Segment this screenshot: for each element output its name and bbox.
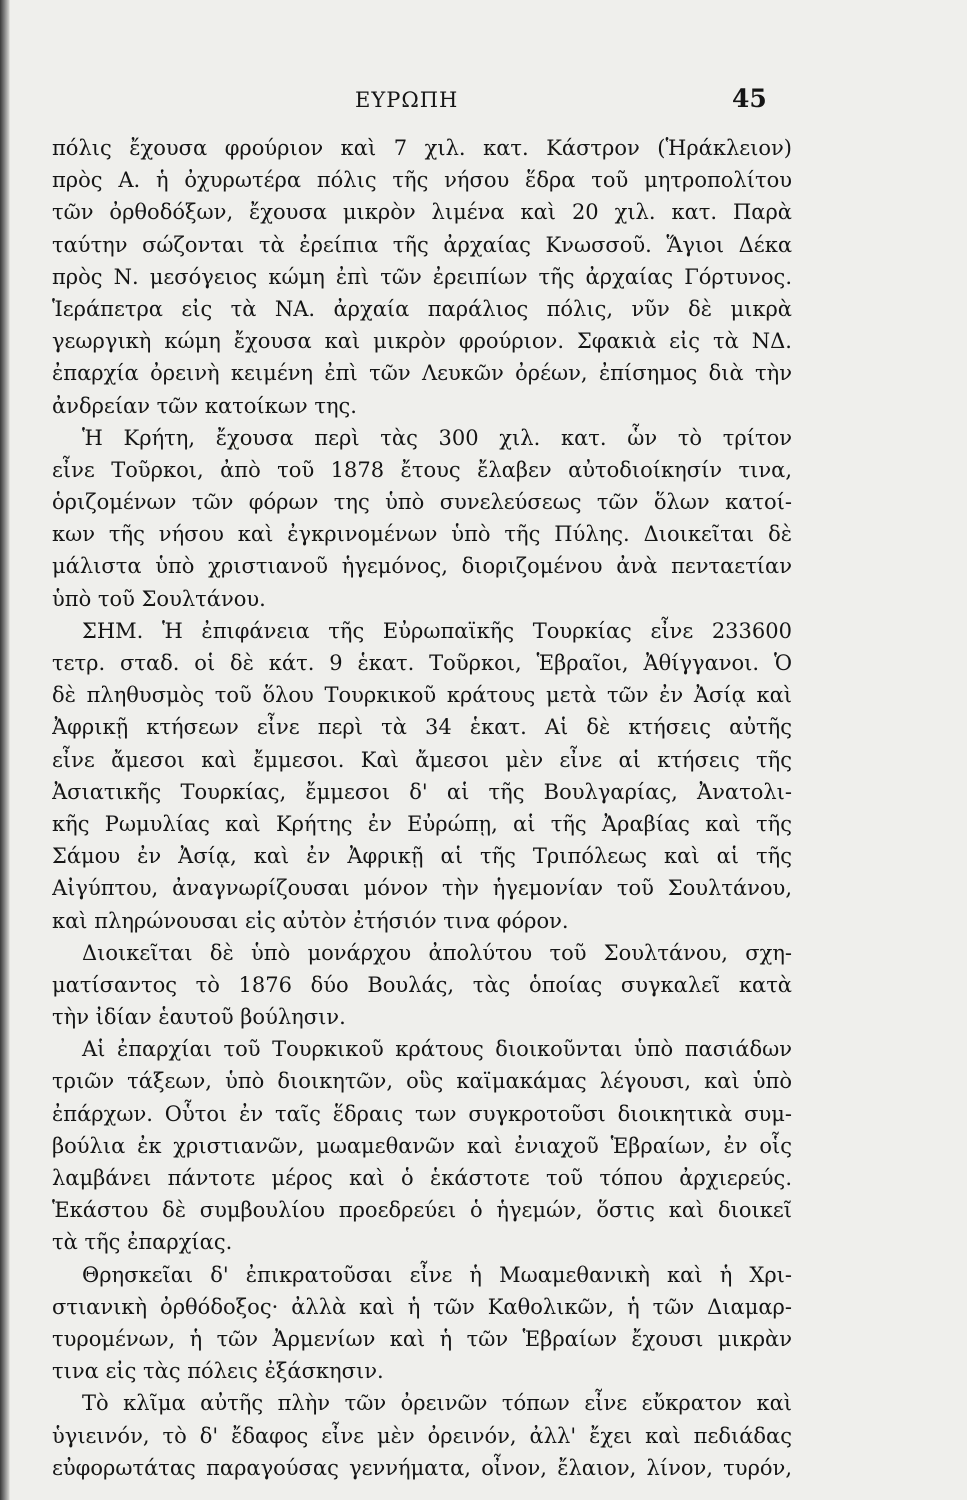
text-line: ὑπὸ τοῦ Σουλτάνου.	[52, 586, 266, 611]
text-line: πρὸς Ν. μεσόγειος κώμη ἐπὶ τῶν ἐρειπίων τῆς ἀρχαίας Γόρτυνος.	[52, 264, 792, 289]
text-line: εὐφορωτάτας παραγούσας γεννήματα, οἶνον, ἔλαιον, λίνον, τυρόν,	[52, 1455, 792, 1480]
running-title: ΕΥΡΩΠΗ	[355, 88, 459, 112]
text-line: τριῶν τάξεων, ὑπὸ διοικητῶν, οὓς καϊμακάμας λέγουσι, καὶ ὑπὸ	[52, 1069, 792, 1094]
text-line: Ἱεράπετρα εἰς τὰ ΝΑ. ἀρχαία παράλιος πόλις, νῦν δὲ μικρὰ	[52, 296, 792, 321]
text-line: καὶ πληρώνουσαι εἰς αὐτὸν ἐτήσιόν τινα φόρον.	[52, 908, 569, 933]
text-line: πόλις ἔχουσα φρούριον καὶ 7 χιλ. κατ. Κάστρον (Ἡράκλειον)	[52, 136, 792, 160]
text-line: τῶν ὀρθοδόξων, ἔχουσα μικρὸν λιμένα καὶ 20 χιλ. κατ. Παρὰ	[52, 200, 792, 225]
text-line: ὁριζομένων τῶν φόρων της ὑπὸ συνελεύσεως τῶν ὅλων κατοί-	[52, 490, 792, 515]
text-line: τετρ. σταδ. οἱ δὲ κάτ. 9 ἑκατ. Τοῦρκοι, Ἑβραῖοι, Ἀθίγγανοι. Ὁ	[52, 651, 792, 675]
text-line: ΣΗΜ. Ἡ ἐπιφάνεια τῆς Εὐρωπαϊκῆς Τουρκίας εἶνε 233600	[82, 618, 792, 643]
book-spine-shadow	[0, 0, 10, 1500]
text-line: Αἱ ἐπαρχίαι τοῦ Τουρκικοῦ κράτους διοικοῦνται ὑπὸ πασιάδων	[82, 1037, 792, 1062]
text-line: στιανικὴ ὀρθόδοξος· ἀλλὰ καὶ ἡ τῶν Καθολικῶν, ἡ τῶν Διαμαρ-	[52, 1294, 792, 1319]
text-line: γεωργικὴ κώμη ἔχουσα καὶ μικρὸν φρούριον. Σφακιὰ εἰς τὰ ΝΔ.	[52, 329, 792, 354]
text-line: λαμβάνει πάντοτε μέρος καὶ ὁ ἑκάστοτε τοῦ τόπου ἀρχιερεύς.	[52, 1166, 792, 1190]
text-line: μάλιστα ὑπὸ χριστιανοῦ ἡγεμόνος, διοριζομένου ἀνὰ πενταετίαν	[52, 554, 792, 579]
text-line: Ἀφρικῇ κτήσεων εἶνε περὶ τὰ 34 ἑκατ. Αἱ δὲ κτήσεις αὐτῆς	[52, 715, 792, 740]
text-line: ὑγιεινόν, τὸ δ' ἔδαφος εἶνε μὲν ὀρεινόν, ἀλλ' ἔχει καὶ πεδιάδας	[52, 1423, 792, 1448]
text-line: ἐπαρχία ὀρεινὴ κειμένη ἐπὶ τῶν Λευκῶν ὀρέων, ἐπίσημος διὰ τὴν	[52, 361, 792, 386]
text-line: ματίσαντος τὸ 1876 δύο Βουλάς, τὰς ὁποίας συγκαλεῖ κατὰ	[52, 972, 792, 997]
text-line: τὴν ἰδίαν ἑαυτοῦ βούλησιν.	[52, 1005, 346, 1030]
text-line: τυρομένων, ἡ τῶν Ἀρμενίων καὶ ἡ τῶν Ἑβραίων ἔχουσι μικρὰν	[52, 1326, 792, 1351]
page-header	[0, 84, 967, 120]
text-line: κῆς Ρωμυλίας καὶ Κρήτης ἐν Εὐρώπῃ, αἱ τῆς Ἀραβίας καὶ τῆς	[52, 811, 792, 836]
text-line: τινα εἰς τὰς πόλεις ἐξάσκησιν.	[52, 1359, 384, 1384]
text-line: Σάμου ἐν Ἀσίᾳ, καὶ ἐν Ἀφρικῇ αἱ τῆς Τριπόλεως καὶ αἱ τῆς	[52, 844, 792, 869]
text-line: εἶνε Τοῦρκοι, ἀπὸ τοῦ 1878 ἔτους ἔλαβεν αὐτοδιοίκησίν τινα,	[52, 457, 792, 482]
text-line: βούλια ἐκ χριστιανῶν, μωαμεθανῶν καὶ ἐνιαχοῦ Ἑβραίων, ἐν οἷς	[52, 1133, 792, 1158]
text-line: ταύτην σώζονται τὰ ἐρείπια τῆς ἀρχαίας Κνωσσοῦ. Ἅγιοι Δέκα	[52, 232, 792, 257]
text-line: πρὸς Α. ἡ ὀχυρωτέρα πόλις τῆς νήσου ἕδρα τοῦ μητροπολίτου	[52, 168, 792, 193]
text-line: δὲ πληθυσμὸς τοῦ ὅλου Τουρκικοῦ κράτους μετὰ τῶν ἐν Ἀσίᾳ καὶ	[52, 683, 792, 708]
text-line: Θρησκεῖαι δ' ἐπικρατοῦσαι εἶνε ἡ Μωαμεθανικὴ καὶ ἡ Χρι-	[82, 1262, 792, 1287]
text-line: Τὸ κλῖμα αὐτῆς πλὴν τῶν ὀρεινῶν τόπων εἶνε εὔκρατον καὶ	[82, 1391, 792, 1416]
body-text	[52, 132, 792, 1484]
text-line: Ἡ Κρήτη, ἔχουσα περὶ τὰς 300 χιλ. κατ. ὧν τὸ τρίτον	[82, 425, 792, 450]
text-line: Ἑκάστου δὲ συμβουλίου προεδρεύει ὁ ἡγεμών, ὅστις καὶ διοικεῖ	[52, 1198, 792, 1223]
page-number: 45	[732, 84, 767, 113]
text-line: ἐπάρχων. Οὗτοι ἐν ταῖς ἕδραις των συγκροτοῦσι διοικητικὰ συμ-	[52, 1101, 792, 1126]
text-line: ἀνδρείαν τῶν κατοίκων της.	[52, 393, 357, 418]
text-line: κων τῆς νήσου καὶ ἐγκρινομένων ὑπὸ τῆς Πύλης. Διοικεῖται δὲ	[52, 522, 792, 547]
text-line: εἶνε ἄμεσοι καὶ ἔμμεσοι. Καὶ ἄμεσοι μὲν εἶνε αἱ κτήσεις τῆς	[52, 747, 792, 772]
text-line: τὰ τῆς ἐπαρχίας.	[52, 1230, 233, 1255]
text-line: Ἀσιατικῆς Τουρκίας, ἔμμεσοι δ' αἱ τῆς Βουλγαρίας, Ἀνατολι-	[52, 779, 792, 804]
text-line: Αἰγύπτου, ἀναγνωρίζουσαι μόνον τὴν ἡγεμονίαν τοῦ Σουλτάνου,	[52, 876, 792, 901]
text-line: Διοικεῖται δὲ ὑπὸ μονάρχου ἀπολύτου τοῦ Σουλτάνου, σχη-	[82, 940, 792, 965]
